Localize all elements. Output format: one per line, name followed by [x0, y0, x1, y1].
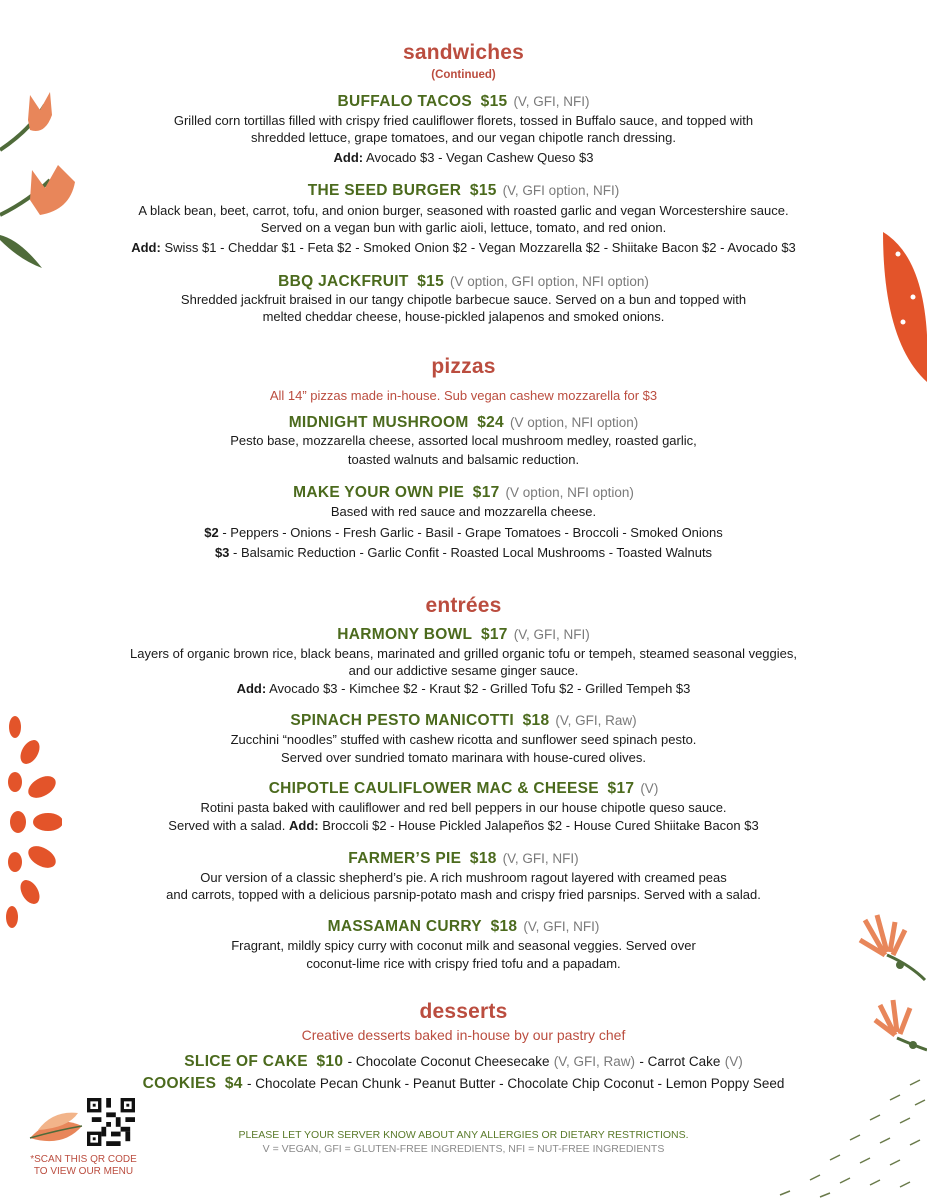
item-description: Grilled corn tortillas filled with crispy fried cauliflower florets, tossed in Buffalo sauce, and topped with	[173, 113, 754, 128]
item-tags: (V, GFI, Raw)	[553, 1054, 636, 1069]
item-price: $15	[469, 182, 497, 199]
item-name: FARMER’S PIE	[348, 850, 462, 867]
add-label: Add:	[333, 150, 364, 165]
add-options: Broccoli $2 - House Pickled Jalapeños $2 - House Cured Shiitake Bacon $3	[322, 818, 759, 833]
item-tags: (V, GFI, Raw)	[555, 713, 637, 728]
item-tags: (V, GFI, NFI)	[502, 851, 579, 866]
item-description: shredded lettuce, grape tomatoes, and our vegan chipotle ranch dressing.	[251, 130, 676, 145]
cookie-flavors: - Chocolate Pecan Chunk - Peanut Butter - Chocolate Chip Coconut - Lemon Poppy Seed	[247, 1076, 785, 1091]
menu-item-cookies	[0, 1075, 927, 1093]
item-price: $18	[490, 918, 518, 935]
item-name: CHIPOTLE CAULIFLOWER MAC & CHEESE	[268, 780, 599, 797]
item-description: and our addictive sesame ginger sauce.	[348, 663, 579, 678]
item-description: coconut-lime rice with crispy fried tofu and a papadam.	[306, 956, 621, 971]
section-title-pizzas: pizzas	[431, 355, 496, 378]
topping-price: $3	[214, 545, 230, 560]
item-price: $17	[480, 626, 508, 643]
item-price: $17	[607, 780, 635, 797]
qr-caption-line2: TO VIEW OUR MENU	[33, 1166, 134, 1177]
topping-price: $2	[204, 525, 219, 540]
item-tags: (V option, NFI option)	[509, 415, 639, 430]
menu-item-bbq-jackfruit	[0, 273, 927, 291]
cake-option: - Carrot Cake	[639, 1054, 721, 1069]
item-price: $17	[472, 484, 500, 501]
toppings-2	[0, 525, 927, 541]
menu-item-massaman-curry	[0, 918, 927, 936]
qr-caption-line1: *SCAN THIS QR CODE	[30, 1154, 137, 1165]
item-tags: (V, GFI, NFI)	[513, 94, 590, 109]
item-description: toasted walnuts and balsamic reduction.	[347, 452, 580, 467]
menu-item-seed-burger	[0, 182, 927, 200]
toppings-3	[0, 545, 927, 561]
item-name: BUFFALO TACOS	[337, 93, 473, 110]
item-tags: (V option, NFI option)	[505, 485, 634, 500]
qr-caption	[0, 1154, 547, 1178]
section-subtitle-desserts: Creative desserts baked in-house by our pastry chef	[301, 1027, 626, 1043]
item-description: Served on a vegan bun with garlic aioli, lettuce, tomato, and red onion.	[260, 220, 667, 235]
add-label: Add:	[289, 818, 319, 833]
menu-item-make-your-own-pie	[0, 484, 927, 502]
menu-item-midnight-mushroom	[0, 414, 927, 432]
item-description: melted cheddar cheese, house-pickled jalapenos and smoked onions.	[262, 309, 665, 324]
item-description: Based with red sauce and mozzarella cheese.	[330, 504, 597, 519]
add-label: Add:	[236, 681, 267, 696]
topping-list: - Balsamic Reduction - Garlic Confit - Roasted Local Mushrooms - Toasted Walnuts	[233, 545, 713, 560]
item-name: SLICE OF CAKE	[184, 1053, 308, 1070]
menu-item-buffalo-tacos	[0, 93, 927, 111]
item-name: MAKE YOUR OWN PIE	[293, 484, 465, 501]
item-addons	[0, 240, 927, 256]
dietary-legend: V = VEGAN, GFI = GLUTEN-FREE INGREDIENTS, NFI = NUT-FREE INGREDIENTS	[262, 1143, 665, 1155]
item-description: Our version of a classic shepherd’s pie. A rich mushroom ragout layered with creamed peas	[200, 870, 727, 885]
add-options: Avocado $3 - Kimchee $2 - Kraut $2 - Grilled Tofu $2 - Grilled Tempeh $3	[269, 681, 691, 696]
item-price: $18	[469, 850, 497, 867]
menu-item-harmony-bowl	[0, 626, 927, 644]
add-label: Add:	[131, 240, 161, 255]
section-title-sandwiches: sandwiches	[402, 41, 525, 64]
section-title-entrees: entrées	[425, 594, 502, 617]
item-addons	[0, 150, 927, 166]
item-name: HARMONY BOWL	[337, 626, 473, 643]
item-addons	[0, 681, 927, 697]
item-name: MIDNIGHT MUSHROOM	[288, 414, 469, 431]
item-price: $15	[480, 93, 508, 110]
section-title-desserts: desserts	[419, 1000, 508, 1023]
item-price: $4	[224, 1075, 243, 1092]
item-description: Layers of organic brown rice, black beans, marinated and grilled organic tofu or tempeh, steamed seasonal veggies,	[130, 646, 797, 661]
section-subtitle-continued: (Continued)	[431, 69, 496, 81]
item-description: Pesto base, mozzarella cheese, assorted local mushroom medley, roasted garlic,	[230, 433, 697, 448]
item-description: Fragrant, mildly spicy curry with coconut milk and seasonal veggies. Served over	[231, 938, 696, 953]
item-name: THE SEED BURGER	[307, 182, 462, 199]
add-options: Avocado $3 - Vegan Cashew Queso $3	[366, 150, 594, 165]
item-tags: (V, GFI, NFI)	[513, 627, 590, 642]
add-options: Swiss $1 - Cheddar $1 - Feta $2 - Smoked Onion $2 - Vegan Mozzarella $2 - Shiitake Bacon $2 - Avocado $3	[164, 240, 796, 255]
menu-item-spinach-pesto-manicotti	[0, 712, 927, 730]
item-description: and carrots, topped with a delicious parsnip-potato mash and crispy fried parsnips. Served with a salad.	[166, 887, 761, 902]
topping-list: - Peppers - Onions - Fresh Garlic - Basil - Grape Tomatoes - Broccoli - Smoked Onions	[222, 525, 723, 540]
menu-item-farmers-pie	[0, 850, 927, 868]
item-name: SPINACH PESTO MANICOTTI	[290, 712, 514, 729]
item-tags: (V, GFI option, NFI)	[502, 183, 620, 198]
cake-option: - Chocolate Coconut Cheesecake	[347, 1054, 550, 1069]
item-tags: (V option, GFI option, NFI option)	[450, 274, 649, 289]
section-subtitle-pizzas: All 14” pizzas made in-house. Sub vegan cashew mozzarella for $3	[269, 388, 658, 403]
item-tags: (V)	[724, 1054, 743, 1069]
item-description: Rotini pasta baked with cauliflower and red bell peppers in our house chipotle queso sauce.	[200, 800, 727, 815]
item-description: Zucchini “noodles” stuffed with cashew ricotta and sunflower seed spinach pesto.	[230, 732, 697, 747]
item-tags: (V, GFI, NFI)	[523, 919, 600, 934]
item-description-with-addons	[0, 818, 927, 834]
item-price: $18	[522, 712, 550, 729]
item-description: Shredded jackfruit braised in our tangy chipotle barbecue sauce. Served on a bun and topped with	[180, 292, 747, 307]
item-description: A black bean, beet, carrot, tofu, and onion burger, seasoned with roasted garlic and vegan Worcestershire sauce.	[138, 203, 789, 218]
allergy-notice: PLEASE LET YOUR SERVER KNOW ABOUT ANY ALLERGIES OR DIETARY RESTRICTIONS.	[238, 1129, 689, 1141]
item-name: BBQ JACKFRUIT	[278, 273, 409, 290]
menu-item-chipotle-mac-cheese	[0, 780, 927, 798]
item-price: $24	[477, 414, 504, 431]
item-description: Served over sundried tomato marinara with house-cured olives.	[281, 750, 646, 765]
item-name: COOKIES	[142, 1075, 217, 1092]
item-price: $15	[417, 273, 445, 290]
item-price: $10	[316, 1053, 344, 1070]
item-tags: (V)	[640, 781, 659, 796]
item-name: MASSAMAN CURRY	[327, 918, 482, 935]
item-description: Served with a salad.	[168, 818, 286, 833]
menu-item-slice-of-cake	[0, 1053, 927, 1071]
